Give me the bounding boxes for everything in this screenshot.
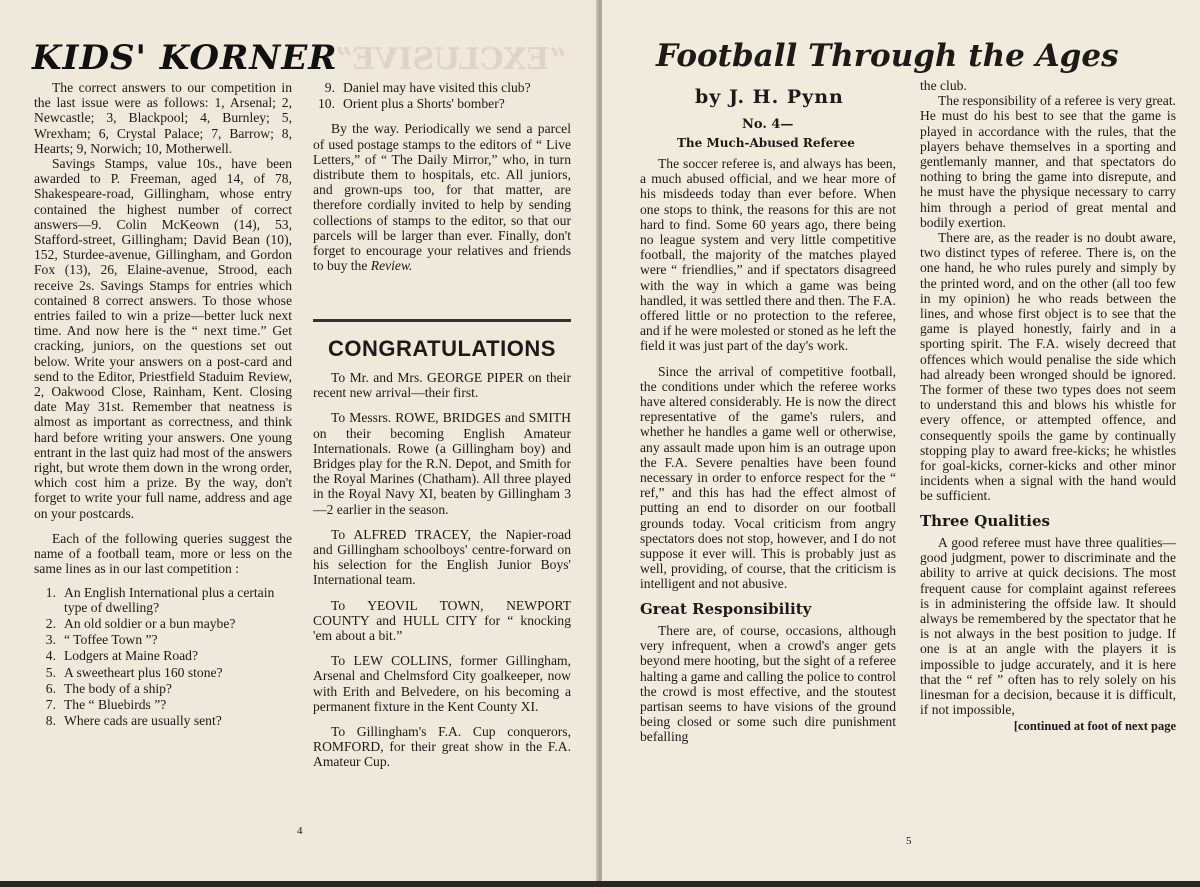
question-text: The body of a ship? xyxy=(64,680,172,696)
question-text: Daniel may have visited this club? xyxy=(343,80,531,95)
quiz-question xyxy=(34,632,292,647)
question-text: A sweetheart plus 160 stone? xyxy=(64,664,223,680)
section-heading-three-qualities: Three Qualities xyxy=(920,511,1050,530)
question-number: 3. xyxy=(45,632,56,648)
quiz-question-list xyxy=(34,585,292,729)
continued-note: [continued at foot of next page xyxy=(1013,719,1176,734)
congratulations-heading: CONGRATULATIONS xyxy=(328,336,556,361)
article-column-2 xyxy=(920,78,1176,735)
quiz-question-list-continued xyxy=(313,80,571,111)
question-text: Orient plus a Shorts' bomber? xyxy=(343,96,505,112)
page-number-left: 4 xyxy=(297,825,303,837)
prizes-paragraph: Savings Stamps, value 10s., have been awarded to P. Freeman, aged 14, of 78, Shakespeare-road, Gillingham, whose entry contained the highest number of correct answers—9. Colin McKeown (14), 53, Stafford-street, Gillingham; David Bean (10), 152, Sturdee-avenue, Gillingham, and Gordon Fox (13), 26, Elaine-avenue, Strood, each receive 2s. Savings Stamps for entries which contained 8 correct answers. To those whose entries failed to win a prize—better luck next time. And now here is the “ next time.” Get cracking, juniors, on the questions set out below. Write your answers on a post-card and send to the Editor, Priestfield Staduim Review, 2, Oakwood Close, Rainham, Kent. Closing date May 31st. Remember that neatness is almost as important as correctness, and think hard before writing your answers. One young entrant in the last quiz had most of the answers right, but wrote them down in the wrong order, which cost him a prize. By the way, don't forget to write your full name, address and age on your postcards. xyxy=(34,156,292,521)
left-page xyxy=(0,0,598,887)
article-paragraph: the club. xyxy=(920,78,967,93)
question-text: The “ Bluebirds ”? xyxy=(64,696,167,712)
congratulations-entry: To ALFRED TRACEY, the Napier-road and Gillingham schoolboys' centre-forward on his selection for the English Junior Boys' International team. xyxy=(313,526,571,588)
by-the-way-text: By the way. Periodically we send a parcel of used postage stamps to the editors of “ Live Letters,” of “ The Daily Mirror,” who, in turn distribute them to hospitals, etc. All juniors, and grown-ups too, for that matter, are therefore cordially invited to help by sending collections of stamps to the editor, so that our parcels will be larger than ever. Finally, don't forget to encourage your relatives and friends to buy the xyxy=(313,121,571,274)
question-text: An English International plus a certain type of dwelling? xyxy=(64,584,275,615)
question-number: 8. xyxy=(45,713,56,729)
right-page xyxy=(602,0,1200,887)
review-italic: Review. xyxy=(370,258,413,274)
article-byline: by J. H. Pynn xyxy=(695,86,844,108)
question-number: 4. xyxy=(45,648,56,664)
question-number: 5. xyxy=(45,664,56,680)
question-number: 9. xyxy=(324,80,335,95)
quiz-question xyxy=(313,80,571,95)
question-number: 2. xyxy=(45,615,56,631)
question-text: Lodgers at Maine Road? xyxy=(64,648,199,664)
article-number: No. 4— xyxy=(742,117,794,132)
article-paragraph: There are, as the reader is no doubt aware, two distinct types of referee. There is, on the one hand, he who rules purely and simply by the printed word, and on the other (all too few in my opinion) he who reads between the lines, and whose first object is to see that the game is played honestly, fairly and in a sporting spirit. The F.A. wisely decreed that offences which would penalise the side which had already been wronged should be ignored. The former of these two types does not seem to understand this and blows his whistle for every offence, or attempted offence, and consequently spoils the game by continually stopping play to award free-kicks; he whistles for goal-kicks, corner-kicks and other minor incidents when a signal with the hand would be sufficient. xyxy=(920,230,1176,504)
congratulations-entry: To Mr. and Mrs. GEORGE PIPER on their recent new arrival—their first. xyxy=(313,370,571,401)
question-text: Where cads are usually sent? xyxy=(64,713,222,729)
section-heading-great-responsibility: Great Responsibility xyxy=(640,599,812,618)
quiz-question xyxy=(34,697,292,712)
congratulations-entry: To Gillingham's F.A. Cup conquerors, ROMFORD, for their great show in the F.A. Amateur Cup. xyxy=(313,724,571,770)
show-through-ghost-text: “EXCLUSIVE” xyxy=(335,42,567,77)
congratulations-entry: To YEOVIL TOWN, NEWPORT COUNTY and HULL CITY for “ knocking 'em about a bit.” xyxy=(313,597,571,644)
congratulations-entry: To Messrs. ROWE, BRIDGES and SMITH on their becoming English Amateur Internationals. Rowe (a Gillingham boy) and Bridges play for the R.N. Depot, and Smith for the Royal Marines (Chatham). All three played in the Royal Navy XI, beaten by Gillingham 3—2 earlier in the season. xyxy=(313,410,571,517)
quiz-question xyxy=(34,681,292,696)
quiz-question xyxy=(313,96,571,111)
article-paragraph: There are, of course, occasions, although very infrequent, when a crowd's anger gets beyond mere hooting, but the sight of a referee halting a game and calling the police to control the crowd is most effective, and the stoutest partisan seems to have visions of the ground being closed or some such dire punishment befalling xyxy=(640,622,896,745)
kids-column-1 xyxy=(34,80,292,729)
page-number-right: 5 xyxy=(906,835,912,847)
article-paragraph: The responsibility of a referee is very great. He must do his best to see that the game is played in accordance with the rules, that the players behave themselves in a sporting and gentlemanly manner, and that spectators do nothing to bring the game into disrepute, and he must have the physique necessary to carry him through a period of great mental and bodily exertion. xyxy=(920,93,1176,230)
queries-intro: Each of the following queries suggest the name of a football team, more or less on the same lines as in our last competition : xyxy=(34,530,292,577)
question-text: “ Toffee Town ”? xyxy=(64,632,158,648)
quiz-question xyxy=(34,648,292,663)
quiz-question xyxy=(34,665,292,680)
section-divider xyxy=(313,319,571,322)
article-paragraph: Since the arrival of competitive football, the conditions under which the referee works have altered considerably. He is now the direct representative of the game's rulers, and whether he handles a game well or otherwise, any assault made upon him is an outrage upon the F.A. Severe penalties have been found necessary in order to enforce respect for the “ ref,” and this has had the effect almost of putting an end to disorder on our football grounds today. Vocal criticism from angry spectators does not stop, however, and I do not suppose it ever will. This is probably just as well, providing, of course, that the criticism is intelligent and not abusive. xyxy=(640,363,896,592)
congratulations-column xyxy=(313,370,571,770)
by-the-way-paragraph xyxy=(313,121,571,273)
answers-paragraph: The correct answers to our competition in the last issue were as follows: 1, Arsenal; 2, Newcastle; 3, Blackpool; 4, Burnley; 5, Wrexham; 6, Crystal Palace; 7, Barrow; 8, Hearts; 9, Norwich; 10, Motherwell. xyxy=(34,80,292,156)
question-text: An old soldier or a bun maybe? xyxy=(64,615,236,631)
congratulations-entry: To LEW COLLINS, former Gillingham, Arsenal and Chelmsford City goalkeeper, now with Erith and Belvedere, on his becoming a permanent fixture in the Kent County XI. xyxy=(313,653,571,714)
question-number: 7. xyxy=(45,696,56,712)
kids-column-2 xyxy=(313,80,571,273)
kids-korner-title: KIDS' KORNER xyxy=(32,38,338,78)
quiz-question xyxy=(34,585,292,615)
article-paragraph: The soccer referee is, and always has been, a much abused official, and we hear more of his misdeeds today than ever before. When one stops to think, the reasons for this are not hard to find. Some 60 years ago, there being no league system and very little competitive football, the majority of the matches played were “ friendlies,” and if spectators disagreed with the way in which a game was being handled, it was settled there and then. The F.A. offered little or no protection to the referee, and if he were molested or stoned as he left the field it was just part of the day's work. xyxy=(640,156,896,354)
question-number: 10. xyxy=(318,96,335,112)
question-number: 6. xyxy=(45,680,56,696)
football-article-title: Football Through the Ages xyxy=(656,38,1119,74)
article-column-1 xyxy=(640,156,896,745)
question-number: 1. xyxy=(45,584,56,600)
article-paragraph: A good referee must have three qualities—good judgment, power to discriminate and the ability to arrive at quick decisions. The most frequent cause for complaint against referees is in administering the offside law. It should always be remembered by the spectator that he is not always in the best position to judge. If one is at an angle with the players it is impossible to judge accurately, and it is here that the “ ref ” often has to rely solely on his linesman for a decision, because it is difficult, if not impossible, xyxy=(920,534,1176,718)
article-subtitle: The Much-Abused Referee xyxy=(677,136,855,150)
quiz-question xyxy=(34,713,292,728)
quiz-question xyxy=(34,616,292,631)
bottom-edge xyxy=(0,881,1200,887)
